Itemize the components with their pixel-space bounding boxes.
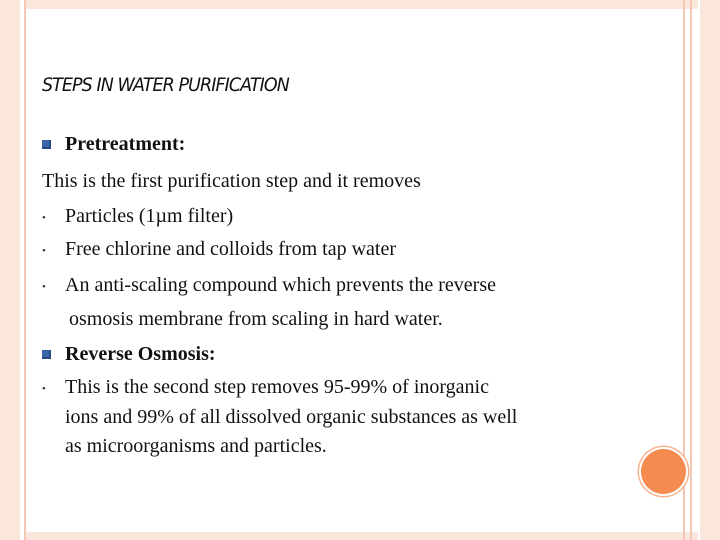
slide-title: STEPS IN WATER PURIFICATION — [42, 74, 289, 96]
dot-bullet-icon: • — [42, 212, 46, 224]
list-item-continuation: as microorganisms and particles. — [65, 435, 327, 457]
list-item-text: An anti-scaling compound which prevents the reverse — [65, 274, 496, 296]
dot-bullet-icon: • — [42, 383, 46, 395]
list-item-continuation: osmosis membrane from scaling in hard water. — [69, 308, 443, 330]
list-item-text: Particles (1µm filter) — [65, 205, 234, 227]
section-heading: Pretreatment: — [65, 133, 186, 155]
dot-bullet-icon: • — [42, 281, 46, 293]
list-item-text: This is the second step removes 95-99% of inorganic — [65, 376, 489, 398]
frame-left — [0, 0, 20, 540]
frame-bottom — [26, 532, 698, 540]
section-intro: This is the first purification step and it removes — [42, 170, 421, 192]
list-item-text: Free chlorine and colloids from tap water — [65, 238, 396, 260]
list-item-continuation: ions and 99% of all dissolved organic substances as well — [65, 406, 518, 428]
decorative-circle-icon — [641, 449, 686, 494]
frame-right-line-2 — [690, 0, 692, 540]
frame-top — [26, 0, 698, 9]
frame-right — [700, 0, 720, 540]
frame-left-line — [24, 0, 26, 540]
section-heading: Reverse Osmosis: — [65, 343, 216, 365]
square-bullet-icon — [42, 350, 51, 359]
dot-bullet-icon: • — [42, 245, 46, 257]
square-bullet-icon — [42, 140, 51, 149]
frame-right-line — [683, 0, 685, 540]
